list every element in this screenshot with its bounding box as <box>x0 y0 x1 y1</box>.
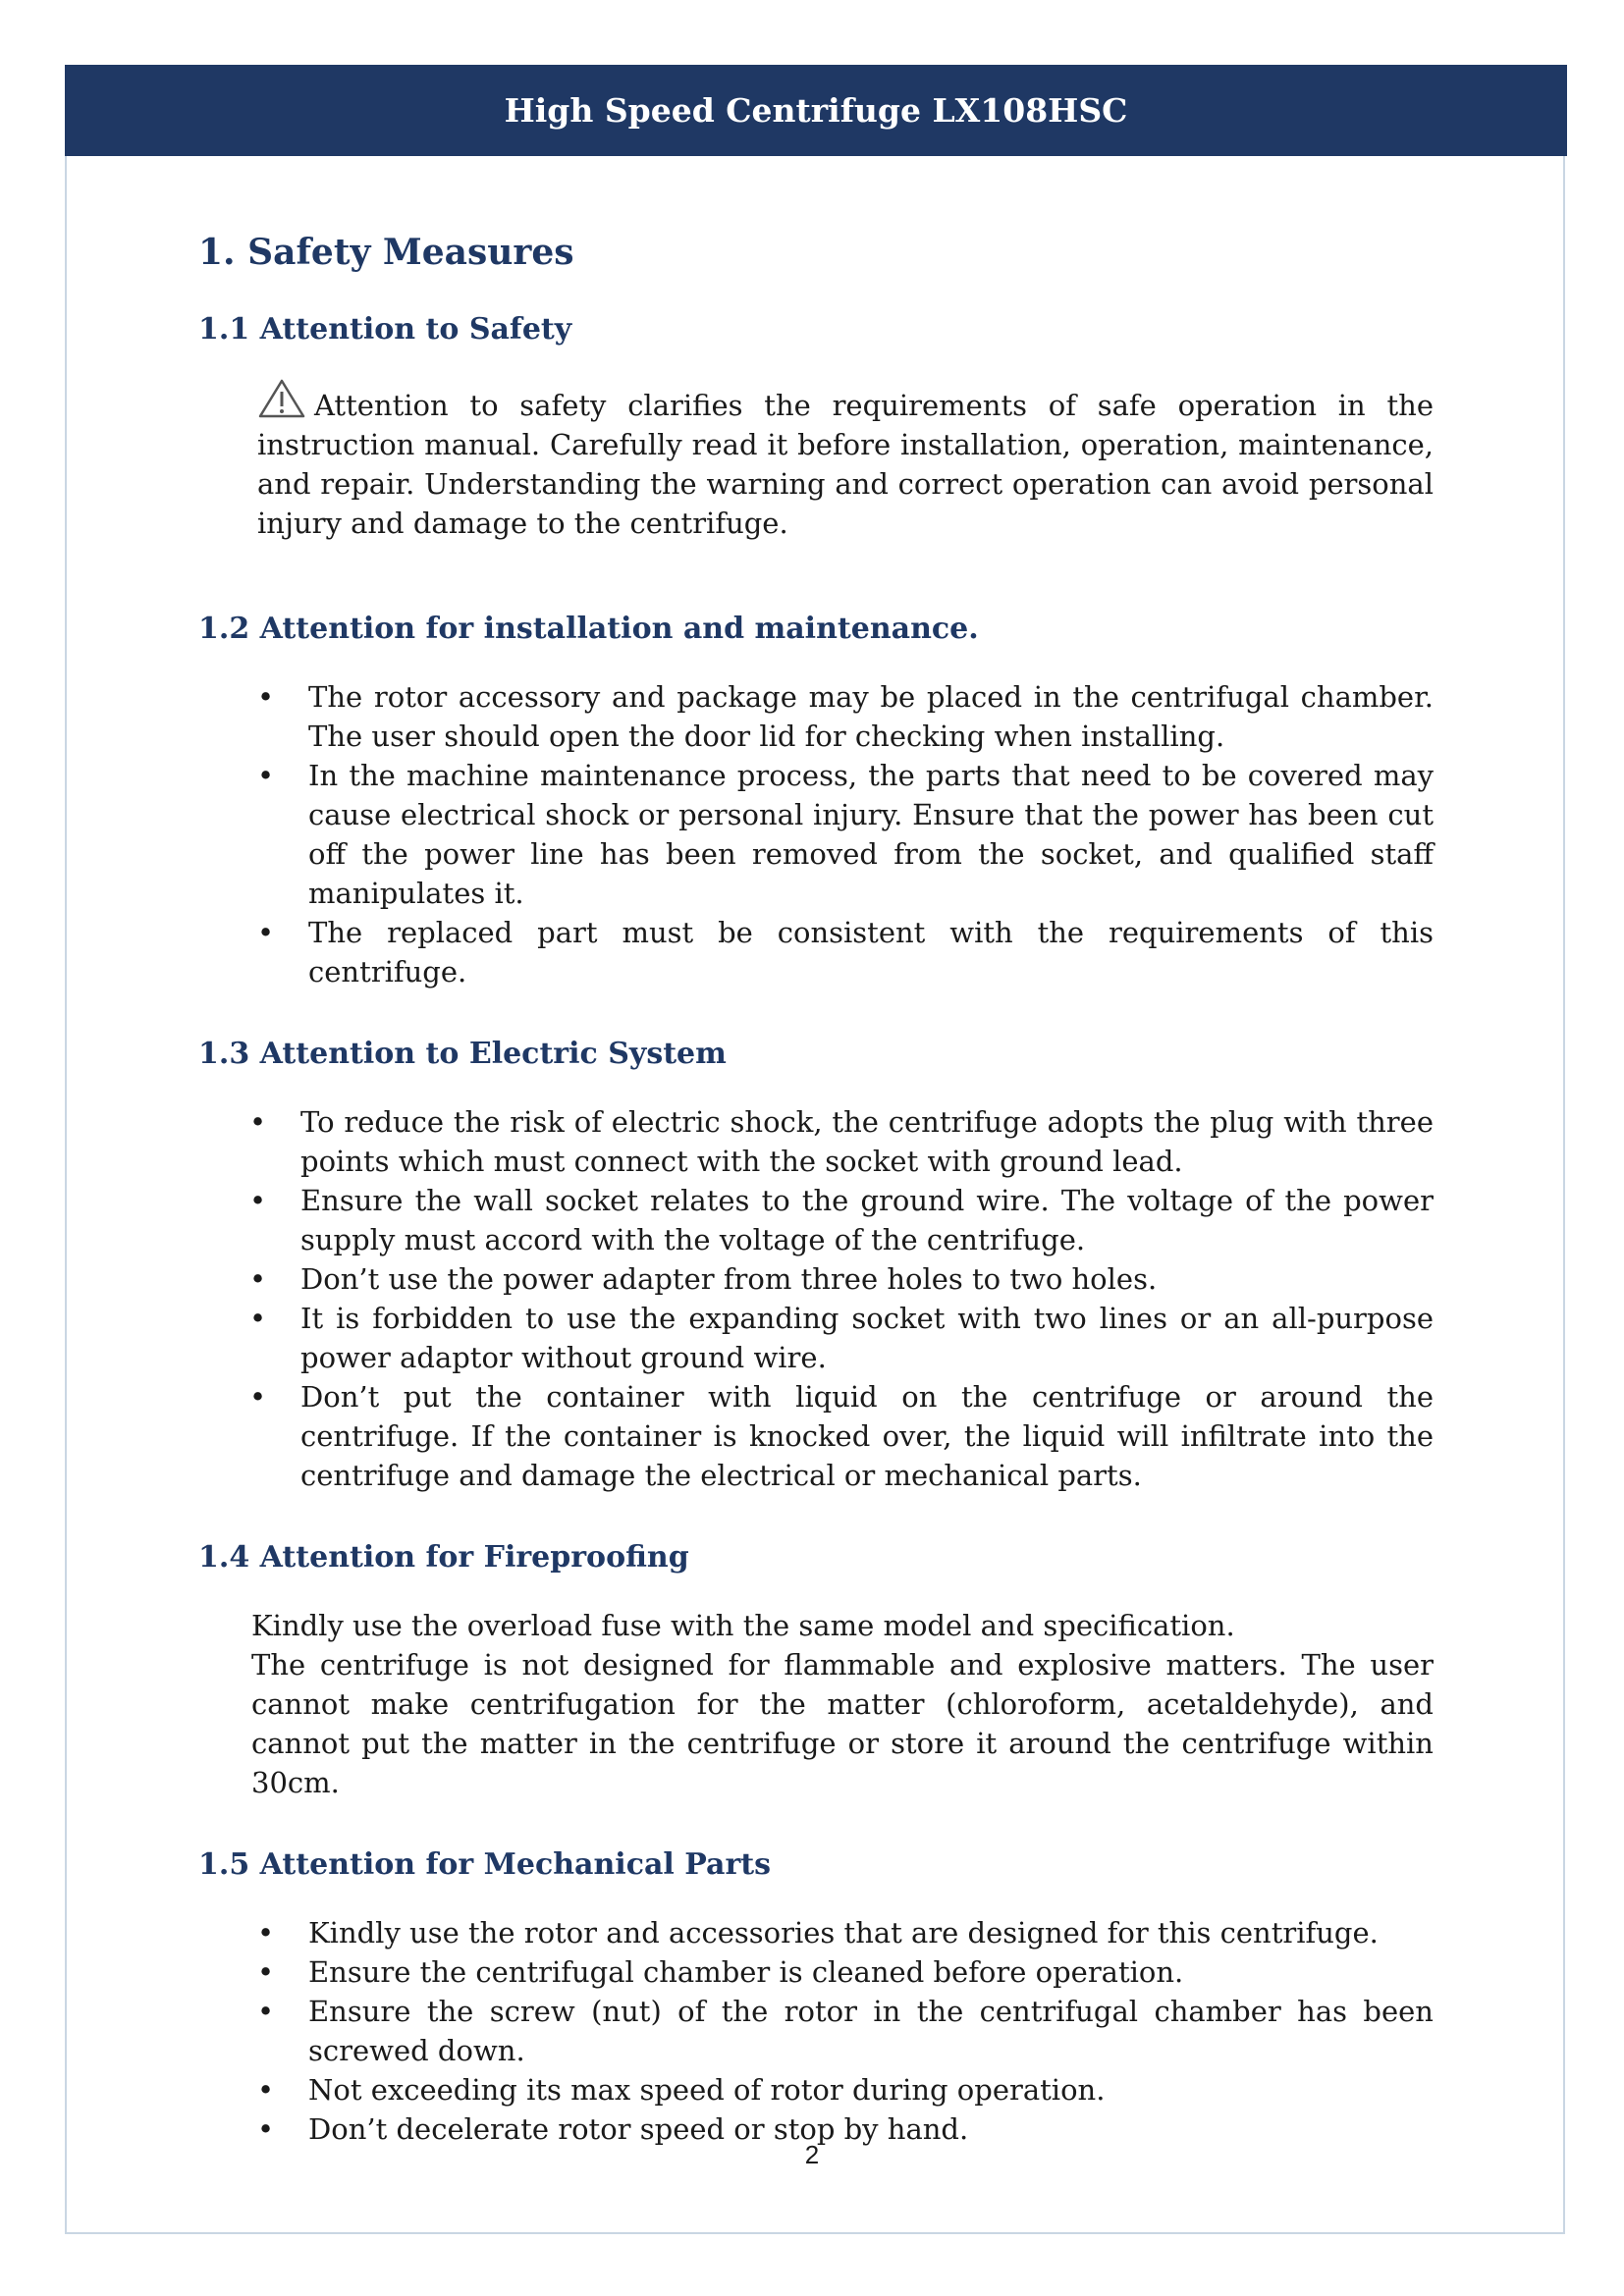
electric-system-list <box>198 1102 1434 1495</box>
attention-to-safety-paragraph <box>198 378 1434 543</box>
section-heading-safety-measures: 1. Safety Measures <box>198 232 574 273</box>
list-item: • Don’t decelerate rotor speed or stop by hand. <box>257 2112 969 2146</box>
document-header <box>65 65 1567 156</box>
list-item: • To reduce the risk of electric shock, the centrifuge adopts the plug with three points which must connect with the socket with ground lead. <box>249 1105 1434 1178</box>
list-item: • Don’t use the power adapter from three holes to two holes. <box>249 1262 1158 1296</box>
heading-attention-to-safety: 1.1 Attention to Safety <box>198 312 572 347</box>
attention-to-safety-text: Attention to safety clarifies the requirements of safe operation in the instruction manual. Carefully read it before installation, operation, maintenance, and repair. Understanding the warning and correct operation can avoid personal injury and damage to the centrifuge. <box>257 389 1434 540</box>
list-item: • Ensure the screw (nut) of the rotor in the centrifugal chamber has been screwed down. <box>257 1995 1434 2067</box>
list-item: • It is forbidden to use the expanding socket with two lines or an all-purpose power adaptor without ground wire. <box>249 1302 1434 1374</box>
list-item: • The rotor accessory and package may be placed in the centrifugal chamber. The user should open the door lid for checking when installing. <box>257 680 1434 753</box>
list-item: • In the machine maintenance process, the parts that need to be covered may cause electrical shock or personal injury. Ensure that the power has been cut off the power line has been removed from the socket, and qualified staff manipulates it. <box>257 759 1434 910</box>
list-item: • Kindly use the rotor and accessories that are designed for this centrifuge. <box>257 1916 1379 1949</box>
heading-mechanical-parts: 1.5 Attention for Mechanical Parts <box>198 1847 771 1882</box>
list-item: • Not exceeding its max speed of rotor during operation. <box>257 2073 1106 2107</box>
list-item: • The replaced part must be consistent with the requirements of this centrifuge. <box>257 916 1434 988</box>
heading-installation-maintenance: 1.2 Attention for installation and maintenance. <box>198 612 979 646</box>
list-item: • Ensure the centrifugal chamber is cleaned before operation. <box>257 1955 1184 1989</box>
page-number: 2 <box>804 2140 820 2169</box>
list-item: • Ensure the wall socket relates to the ground wire. The voltage of the power supply must accord with the voltage of the centrifuge. <box>249 1184 1434 1256</box>
installation-maintenance-list <box>198 677 1434 991</box>
page-content <box>198 216 1434 2149</box>
warning-triangle-icon <box>257 378 306 419</box>
mechanical-parts-list <box>198 1913 1434 2149</box>
list-item: • Don’t put the container with liquid on the centrifuge or around the centrifuge. If the container is knocked over, the liquid will infiltrate into the centrifuge and damage the electrical or mechanical parts. <box>249 1380 1434 1492</box>
document-title: High Speed Centrifuge LX108HSC <box>504 91 1128 130</box>
fireproofing-line-1: Kindly use the overload fuse with the same model and specification. <box>251 1609 1235 1642</box>
fireproofing-line-2: The centrifuge is not designed for flammable and explosive matters. The user cannot make centrifugation for the matter (chloroform, acetaldehyde), and cannot put the matter in the centrifuge or store it around the centrifuge within 30cm. <box>251 1648 1434 1799</box>
heading-fireproofing: 1.4 Attention for Fireproofing <box>198 1540 689 1575</box>
heading-electric-system: 1.3 Attention to Electric System <box>198 1037 727 1071</box>
